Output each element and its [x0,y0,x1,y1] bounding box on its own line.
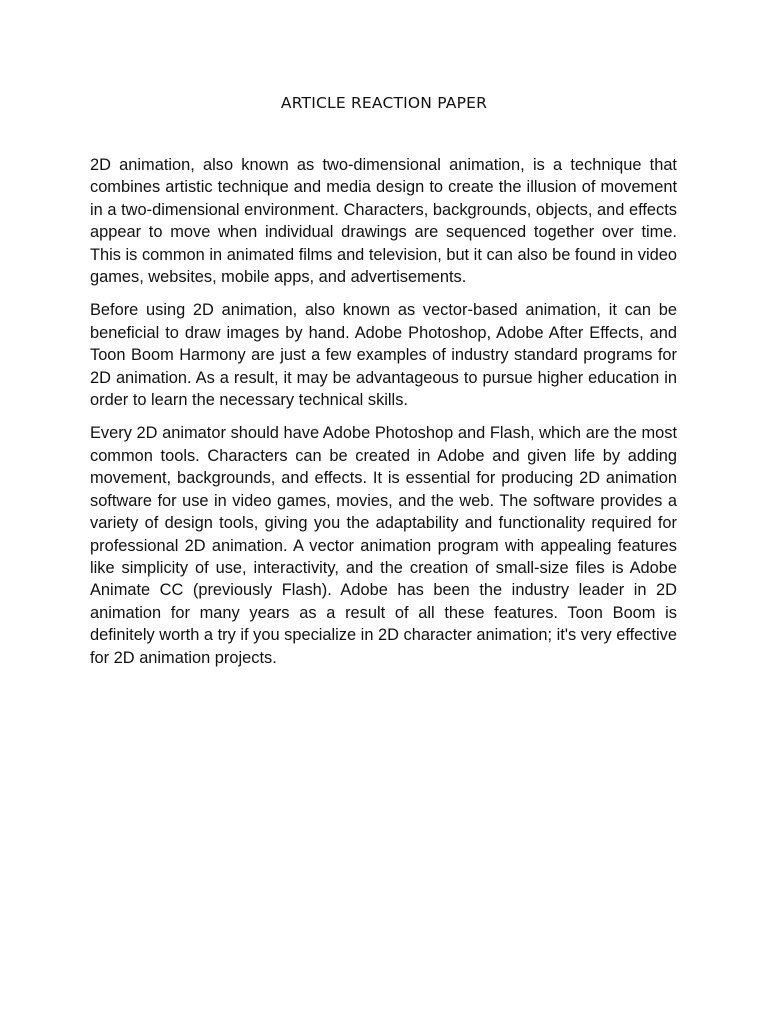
paragraph-1: 2D animation, also known as two-dimensional animation, is a technique that combines artistic technique and media design to create the illusion of movement in a two-dimensional environment. Characters, backgrounds, objects, and effects appear to move when individual drawings are sequenced together over time. This is common in animated films and television, but it can also be found in video games, websites, mobile apps, and advertisements. [90,156,677,287]
paragraph-3: Every 2D animator should have Adobe Photoshop and Flash, which are the most common tools. Characters can be created in Adobe and given life by adding movement, backgrounds, and effects. It is essential for producing 2D animation software for use in video games, movies, and the web. The software provides a variety of design tools, giving you the adaptability and functionality required for professional 2D animation. A vector animation program with appealing features like simplicity of use, interactivity, and the creation of small-size files is Adobe Animate CC (previously Flash). Adobe has been the industry leader in 2D animation for many years as a result of all these features. Toon Boom is definitely worth a try if you specialize in 2D character animation; it's very effective for 2D animation projects. [90,424,677,667]
document-body [90,154,677,680]
document-title: ARTICLE REACTION PAPER [280,94,488,112]
paragraph-2: Before using 2D animation, also known as vector-based animation, it can be beneficial to draw images by hand. Adobe Photoshop, Adobe After Effects, and Toon Boom Harmony are just a few examples of industry standard programs for 2D animation. As a result, it may be advantageous to pursue higher education in order to learn the necessary technical skills. [90,301,677,410]
